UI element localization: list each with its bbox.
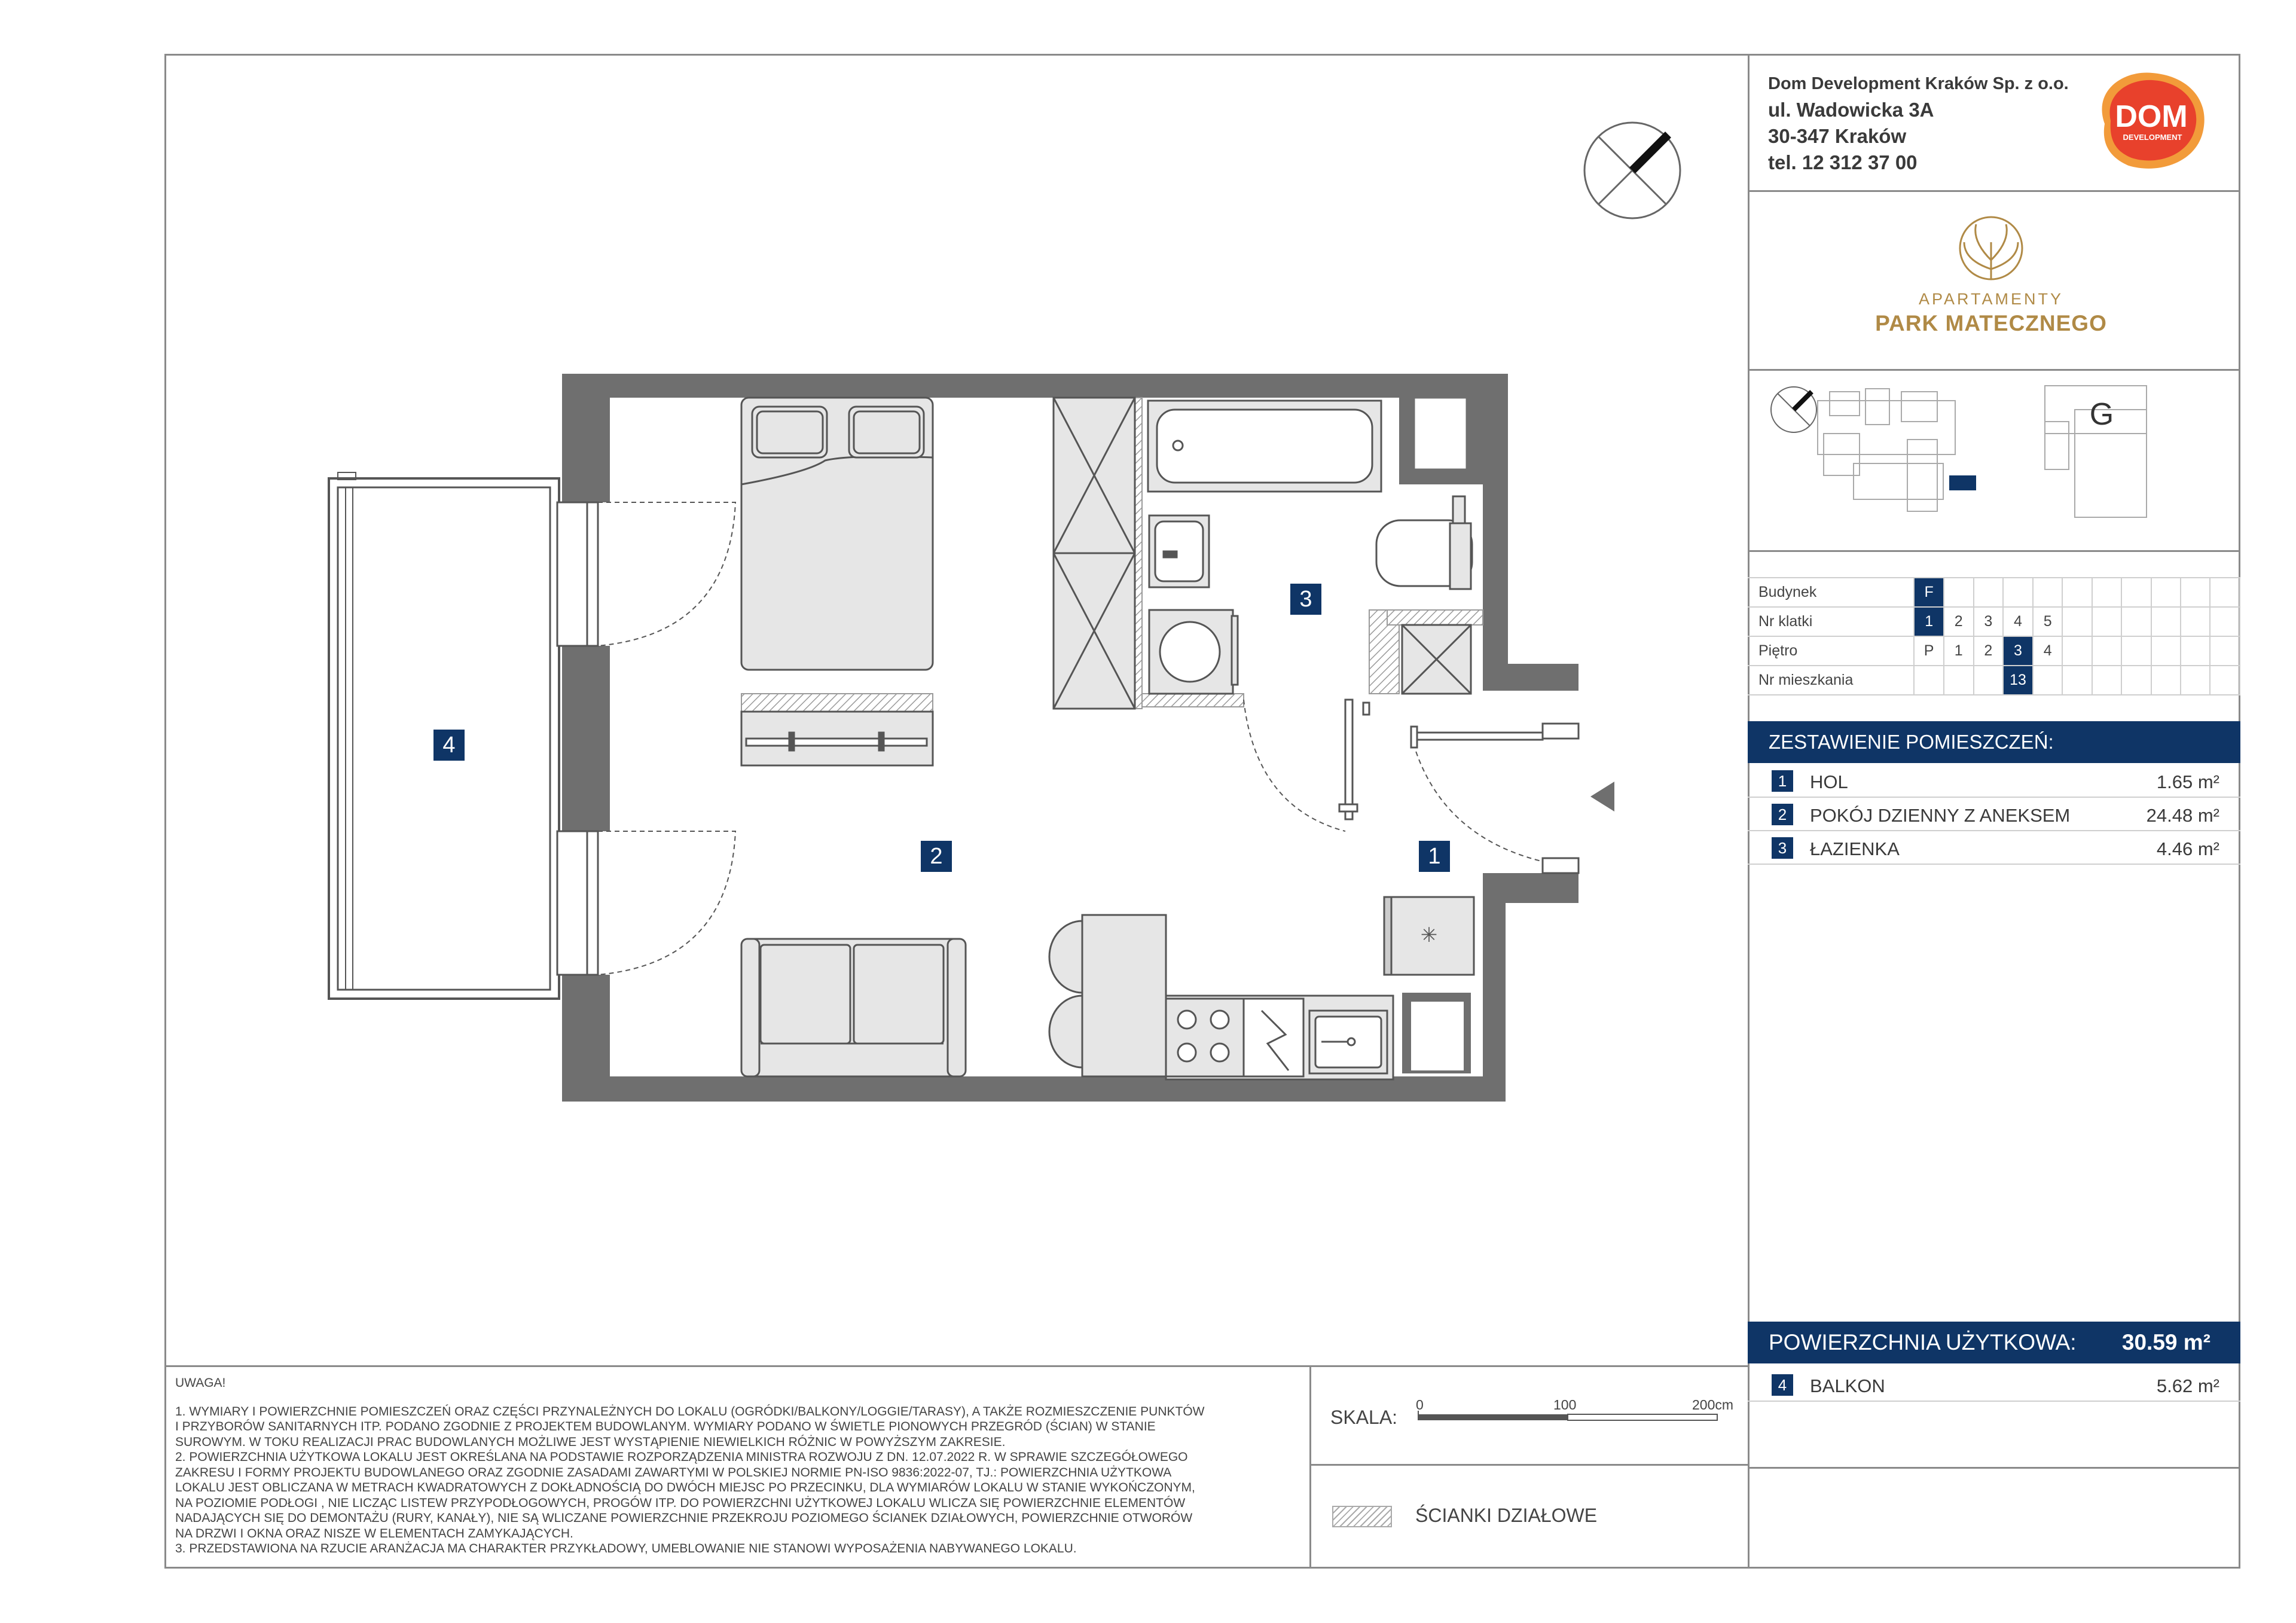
divider-extra [1748, 1467, 2240, 1469]
notes-line: 3. PRZEDSTAWIONA NA RZUCIE ARANŻACJA MA CHARAKTER PRZYKŁADOWY, UMEBLOWANIE NIE STANOWI WYPOSAŻENIA NABYWANEGO LOKALU. [175, 1542, 1077, 1555]
info-cell [2092, 666, 2121, 695]
info-cell [2181, 636, 2210, 666]
info-cell: 1 [1944, 636, 1974, 666]
info-cell [2033, 666, 2063, 695]
appliance-hall [1384, 897, 1474, 975]
plan-label-lazienka: 3 [1290, 584, 1321, 615]
entrance-arrow-icon [1590, 782, 1614, 812]
bathtub [1148, 401, 1381, 492]
info-cell [2062, 578, 2092, 607]
company-info [1768, 71, 2069, 176]
room-name: ŁAZIENKA [1810, 838, 1900, 859]
info-row [1748, 607, 2240, 636]
info-cell [2181, 578, 2210, 607]
info-row-label: Nr klatki [1748, 607, 1914, 636]
wardrobe [1054, 398, 1135, 709]
company-name: Dom Development Kraków Sp. z o.o. [1768, 74, 2069, 93]
room-number: 3 [1772, 837, 1793, 859]
shaft-top [1414, 398, 1467, 469]
compass-icon [1584, 123, 1680, 218]
rooms-header: ZESTAWIENIE POMIESZCZEŃ: [1748, 721, 2240, 763]
info-cell: 2 [1944, 607, 1974, 636]
usable-area-value: 30.59 m² [2121, 1330, 2210, 1354]
info-cell [2181, 607, 2210, 636]
dom-development-logo [2087, 67, 2212, 175]
scale-tick-100: 100 [1553, 1397, 1577, 1413]
notes-line: SUROWYM. W TOKU REALIZACJI PRAC BUDOWLANYCH MOŻLIWE JEST WYSTĄPIENIE NIEWIELKICH RÓŻNIC W POWYŻSZYM ZAKRESIE. [175, 1435, 1006, 1449]
info-cell [1974, 578, 2004, 607]
toilet [1376, 496, 1472, 589]
info-cell: 2 [1974, 636, 2004, 666]
divider-header [1748, 190, 2240, 192]
info-cell [2033, 578, 2063, 607]
info-row [1748, 636, 2240, 666]
svg-text:✳: ✳ [1420, 924, 1438, 947]
plan-label-pokoj: 2 [921, 841, 952, 872]
divider-project [1748, 369, 2240, 371]
info-row [1748, 578, 2240, 607]
info-cell [2062, 666, 2092, 695]
logo-sub: DEVELOPMENT [2123, 133, 2182, 142]
info-cell: 4 [2033, 636, 2063, 666]
scale-tick-200: 200cm [1692, 1397, 1734, 1413]
room-area: 1.65 m² [2156, 771, 2219, 792]
room-number: 1 [1772, 770, 1793, 792]
room-number: 2 [1772, 804, 1793, 825]
info-cell [2003, 578, 2033, 607]
project-line2: PARK MATECZNEGO [1875, 311, 2107, 335]
usable-area-total [1748, 1322, 2240, 1363]
info-cell [2121, 666, 2151, 695]
notes-heading: UWAGA! [175, 1376, 226, 1390]
info-row-label: Budynek [1748, 578, 1914, 607]
info-cell: 5 [2033, 607, 2063, 636]
notes-line: 1. WYMIARY I POWIERZCHNIE POMIESZCZEŃ ORAZ CZĘŚCI PRZYNALEŻNYCH DO LOKALU (OGRÓDKI/BALKONY/LOGGIE/TARASY), A TAKŻE ROZMIESZCZENIE PUNKTÓW [175, 1404, 1205, 1418]
info-cell [2092, 578, 2121, 607]
room-row [1748, 831, 2240, 865]
info-cell [2181, 666, 2210, 695]
info-cell [2062, 636, 2092, 666]
partition-wall-legend-text: ŚCIANKI DZIAŁOWE [1415, 1505, 1598, 1526]
room-name: BALKON [1810, 1375, 1885, 1396]
room-area: 5.62 m² [2156, 1375, 2219, 1396]
dining-set [1049, 915, 1166, 1076]
info-cell [2121, 607, 2151, 636]
divider-scale-legend [1309, 1464, 1750, 1466]
info-cell [2062, 607, 2092, 636]
info-cell [2121, 636, 2151, 666]
info-cell [1974, 666, 2004, 695]
apartment-info-table [1748, 577, 2240, 695]
notes [175, 1375, 1281, 1557]
notes-line: NADAJĄCYCH SIĘ DO DEMONTAŻU (RURY, KANAŁY), NIE SĄ WLICZANE POWIERZCHNIE PRZEKROJU POZIOMEGO ŚCIANEK DZIAŁOWYCH, POWIERZCHNIE OTWORÓW [175, 1511, 1193, 1525]
room-row [1748, 764, 2240, 798]
info-cell [2210, 578, 2240, 607]
info-cell [2092, 607, 2121, 636]
info-cell [2151, 578, 2181, 607]
info-cell [2151, 666, 2181, 695]
notes-line: ZAKRESU I FORMY PROJEKTU BUDOWLANEGO ORAZ ZGODNIE ZASADAMI ZAWARTYMI W POLSKIEJ NORMIE PN-ISO 9836:2022-07, TJ.: POWIERZCHNIA UŻYTKOWA [175, 1465, 1172, 1479]
info-cell: 3 [2003, 636, 2033, 666]
notes-line: NA POZIOMIE PODŁOGI , NIE LICZĄC LISTEW PRZYPODŁOGOWYCH, PROGÓW ITP. DO POWIERZCHNI UŻYTKOWEJ LOKALU WLICZA SIĘ POWIERZCHNIE ELEMENTÓW [175, 1496, 1186, 1510]
info-cell [2151, 607, 2181, 636]
notes-line: NA DRZWI I OKNA ORAZ NISZE W ELEMENTACH ZAMYKAJĄCYCH. [175, 1526, 573, 1540]
notes-line: 2. POWIERZCHNIA UŻYTKOWA LOKALU JEST OKREŚLANA NA PODSTAWIE ROZPORZĄDZENIA MINISTRA ROZWOJU Z DN. 12.07.2022 R. W SPRAWIE SZCZEGÓŁOWEGO [175, 1450, 1188, 1464]
info-cell: 4 [2003, 607, 2033, 636]
divider-notes [164, 1365, 1750, 1367]
bed [741, 398, 933, 670]
plan-label-hol: 1 [1419, 841, 1450, 872]
room-area: 4.46 m² [2156, 838, 2219, 859]
key-plan [1758, 374, 2236, 535]
notes-line: LOKALU JEST OBLICZANA W METRACH KWADRATOWYCH Z DOKŁADNOŚCIĄ DO DWÓCH MIEJSC PO PRZECINKU, DLA WYMIARÓW LOKALU W STANIE WYKOŃCZONYM, [175, 1481, 1195, 1494]
info-cell [2121, 578, 2151, 607]
info-row [1748, 666, 2240, 695]
info-cell: 13 [2003, 666, 2033, 695]
extra-room-row [1748, 1368, 2240, 1402]
notes-line: I PRZYBORÓW SANITARNYCH ITP. PODANO ZGODNIE Z PROJEKTEM BUDOWLANYM. WYMIARY PODANO W ŚWIETLE PIONOWYCH PRZEGRÓD (ŚCIAN) W STANIE [175, 1420, 1156, 1433]
divider-keyplan [1748, 550, 2240, 552]
company-street: ul. Wadowicka 3A [1768, 99, 1934, 121]
info-row-label: Nr mieszkania [1748, 666, 1914, 695]
info-cell [2151, 636, 2181, 666]
sofa [741, 939, 966, 1076]
room-name: HOL [1810, 771, 1848, 792]
shower [1402, 625, 1471, 694]
room-name: POKÓJ DZIENNY Z ANEKSEM [1810, 805, 2071, 826]
project-line1: APARTAMENTY [1918, 290, 2064, 308]
info-cell [1944, 578, 1974, 607]
info-cell [2210, 666, 2240, 695]
usable-area-label: POWIERZCHNIA UŻYTKOWA: [1769, 1330, 2077, 1354]
info-cell [1914, 666, 1944, 695]
keyplan-compass-icon [1771, 387, 1816, 432]
washbasin [1149, 515, 1209, 587]
tv-stand [741, 712, 933, 765]
company-phone: tel. 12 312 37 00 [1768, 151, 1918, 173]
divider-notes-scale [1309, 1365, 1311, 1569]
info-cell: 3 [1974, 607, 2004, 636]
doors [1339, 700, 1578, 873]
info-cell [2092, 636, 2121, 666]
logo-brand: DOM [2115, 99, 2188, 134]
kitchen-counter [1166, 996, 1393, 1079]
room-area: 24.48 m² [2146, 805, 2219, 826]
info-cell: F [1914, 578, 1944, 607]
company-city: 30-347 Kraków [1768, 125, 1907, 147]
shaft-bottom-inner [1411, 1002, 1464, 1070]
info-cell [2210, 636, 2240, 666]
scale-tick-0: 0 [1416, 1397, 1424, 1413]
scale-label: SKALA: [1330, 1407, 1398, 1428]
keyplan-building-letter: G [2089, 397, 2114, 432]
info-cell: 1 [1914, 607, 1944, 636]
washing-machine [1149, 610, 1238, 694]
room-number: 4 [1772, 1374, 1793, 1396]
plan-label-balkon: 4 [433, 730, 465, 761]
info-row-label: Piętro [1748, 636, 1914, 666]
info-cell [1944, 666, 1974, 695]
room-row [1748, 798, 2240, 831]
partition-wall-legend-swatch [1332, 1506, 1392, 1527]
info-cell [2210, 607, 2240, 636]
floor-plan [166, 56, 1748, 1359]
info-cell: P [1914, 636, 1944, 666]
